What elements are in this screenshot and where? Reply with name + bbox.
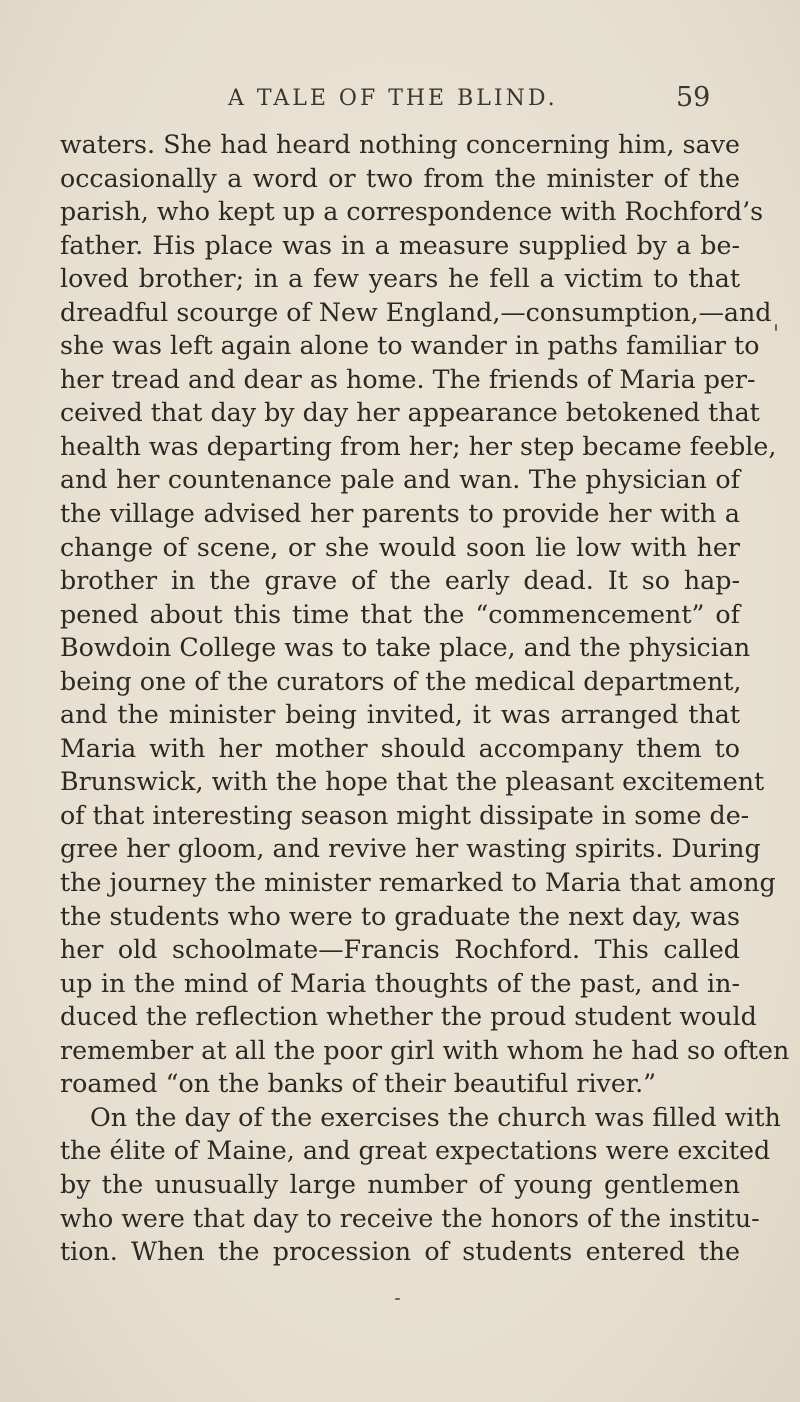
text-line: brother in the grave of the early dead. It so hap-: [60, 566, 740, 596]
text-line: dreadful scourge of New England,—consumption,—and: [60, 297, 772, 327]
text-line: pened about this time that the “commencement” of: [60, 599, 740, 629]
paragraph-start-line: On the day of the exercises the church was filled with: [90, 1102, 781, 1132]
text-line: Maria with her mother should accompany them to: [60, 733, 740, 763]
text-line: gree her gloom, and revive her wasting spirits. During: [60, 834, 761, 864]
text-line: loved brother; in a few years he fell a victim to that: [60, 264, 740, 294]
text-line: duced the reflection whether the proud student would: [60, 1002, 757, 1032]
text-line: tion. When the procession of students entered the: [60, 1237, 740, 1267]
text-line: she was left again alone to wander in paths familiar to: [60, 331, 760, 361]
text-line: father. His place was in a measure supplied by a be-: [60, 230, 740, 260]
text-line: Bowdoin College was to take place, and the physician: [60, 633, 751, 663]
text-line: her tread and dear as home. The friends of Maria per-: [60, 364, 756, 394]
text-line: and the minister being invited, it was arranged that: [60, 700, 740, 730]
text-line: of that interesting season might dissipate in some de-: [60, 800, 750, 830]
text-line: Brunswick, with the hope that the pleasant excitement: [60, 767, 765, 797]
ink-speck: [395, 1298, 400, 1300]
text-line: her old schoolmate—Francis Rochford. This called: [60, 935, 740, 965]
text-line: and her countenance pale and wan. The physician of: [60, 465, 740, 495]
text-line: by the unusually large number of young gentlemen: [60, 1169, 740, 1199]
text-line: the students who were to graduate the next day, was: [60, 901, 740, 931]
text-line: health was departing from her; her step became feeble,: [60, 431, 777, 461]
text-line: parish, who kept up a correspondence with Rochford’s: [60, 197, 764, 227]
text-line: being one of the curators of the medical department,: [60, 666, 742, 696]
running-head: [0, 80, 800, 120]
text-line: remember at all the poor girl with whom he had so often: [60, 1035, 790, 1065]
text-line: occasionally a word or two from the minister of the: [60, 163, 740, 193]
text-line: the journey the minister remarked to Maria that among: [60, 868, 776, 898]
page-number: 59: [676, 82, 711, 113]
text-line: the village advised her parents to provide her with a: [60, 499, 740, 529]
text-line: waters. She had heard nothing concerning him, save: [60, 130, 740, 159]
text-line: change of scene, or she would soon lie low with her: [60, 532, 740, 562]
text-line: who were that day to receive the honors of the institu-: [60, 1203, 760, 1233]
text-line: ceived that day by day her appearance betokened that: [60, 398, 760, 428]
text-line: roamed “on the banks of their beautiful river.”: [60, 1069, 657, 1099]
text-line: up in the mind of Maria thoughts of the past, and in-: [60, 968, 740, 998]
body-text: [60, 128, 790, 1269]
running-title: A TALE OF THE BLIND.: [228, 86, 558, 111]
text-line: the élite of Maine, and great expectations were excited: [60, 1136, 771, 1166]
ink-speck: [775, 324, 777, 331]
